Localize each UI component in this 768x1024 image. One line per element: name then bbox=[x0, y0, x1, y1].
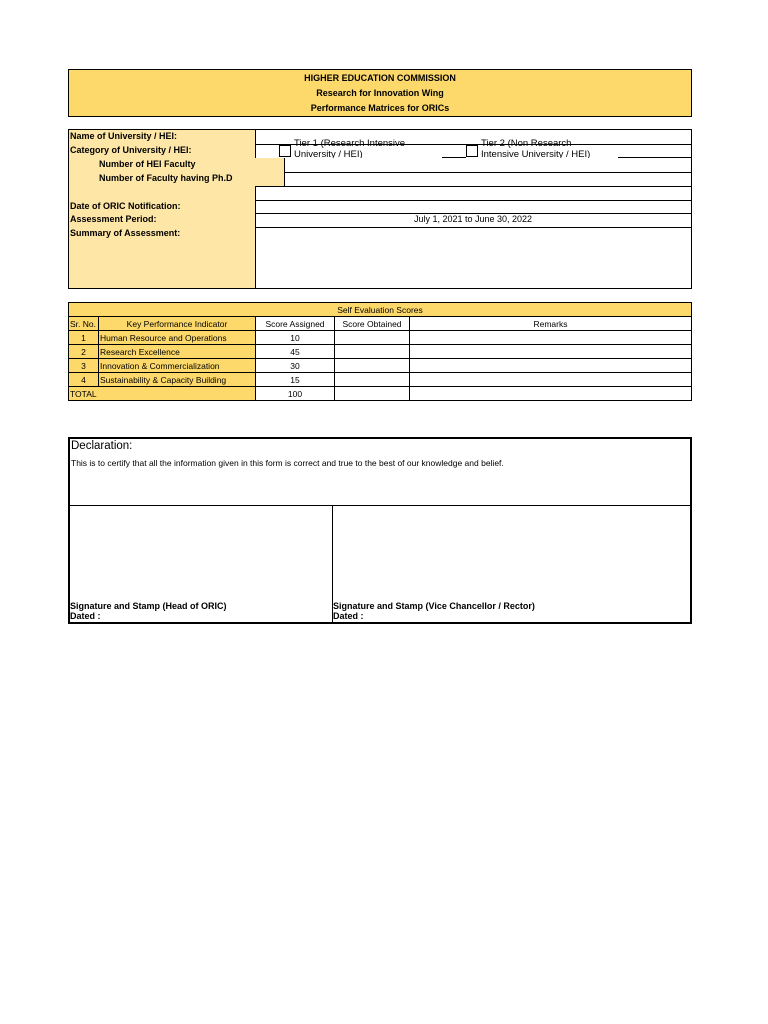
total-row bbox=[69, 387, 692, 401]
obtained-cell[interactable] bbox=[335, 345, 410, 359]
institution-info bbox=[68, 129, 692, 289]
sr-cell: 1 bbox=[69, 331, 99, 345]
sr-cell: 2 bbox=[69, 345, 99, 359]
tier1-label-line1: Tier 1 (Research Intensive bbox=[294, 138, 406, 149]
table-row bbox=[69, 359, 692, 373]
summary-field[interactable] bbox=[255, 227, 691, 288]
notification-row bbox=[69, 200, 691, 214]
faculty-field[interactable] bbox=[255, 158, 691, 172]
table-row bbox=[69, 373, 692, 387]
faculty-label: Number of HEI Faculty bbox=[69, 158, 285, 172]
total-remarks-cell[interactable] bbox=[410, 387, 692, 401]
remarks-header: Remarks bbox=[410, 317, 692, 331]
form-header bbox=[68, 69, 692, 117]
total-label: TOTAL bbox=[69, 387, 256, 401]
remarks-cell[interactable] bbox=[410, 331, 692, 345]
dated-vc-label: Dated : bbox=[333, 611, 364, 621]
kpi-cell: Research Excellence bbox=[99, 345, 256, 359]
kpi-cell: Sustainability & Capacity Building bbox=[99, 373, 256, 387]
obtained-header: Score Obtained bbox=[335, 317, 410, 331]
dated-oric-label: Dated : bbox=[70, 611, 101, 621]
obtained-cell[interactable] bbox=[335, 331, 410, 345]
signature-vc-label: Signature and Stamp (Vice Chancellor / Rector) bbox=[333, 601, 535, 611]
summary-label: Summary of Assessment: bbox=[69, 227, 256, 288]
assigned-cell: 15 bbox=[256, 373, 335, 387]
tier2-option bbox=[481, 138, 590, 158]
tier2-checkbox[interactable] bbox=[466, 145, 478, 157]
declaration-box bbox=[68, 437, 692, 624]
total-obtained-cell[interactable] bbox=[335, 387, 410, 401]
declaration-text-area bbox=[70, 439, 690, 506]
obtained-cell[interactable] bbox=[335, 359, 410, 373]
notification-field[interactable] bbox=[255, 200, 691, 213]
obtained-cell[interactable] bbox=[335, 373, 410, 387]
kpi-cell: Innovation & Commercialization bbox=[99, 359, 256, 373]
table-row bbox=[69, 331, 692, 345]
signature-box-vc[interactable] bbox=[333, 506, 690, 622]
assigned-cell: 10 bbox=[256, 331, 335, 345]
tier1-label-line2: University / HEI) bbox=[294, 149, 363, 158]
tier2-divider-bottom bbox=[618, 157, 692, 158]
assigned-header: Score Assigned bbox=[256, 317, 335, 331]
notification-label: Date of ORIC Notification: bbox=[69, 200, 256, 213]
tier1-divider-bottom bbox=[442, 157, 466, 158]
remarks-cell[interactable] bbox=[410, 359, 692, 373]
signature-vc bbox=[333, 601, 535, 621]
tier1-option bbox=[294, 138, 405, 158]
scores-title: Self Evaluation Scores bbox=[69, 303, 692, 317]
self-evaluation-table bbox=[68, 302, 692, 401]
header-subtitle: Research for Innovation Wing bbox=[316, 88, 444, 98]
phd-label: Number of Faculty having Ph.D bbox=[69, 172, 285, 186]
sr-cell: 4 bbox=[69, 373, 99, 387]
scores-header-row bbox=[69, 317, 692, 331]
remarks-cell[interactable] bbox=[410, 345, 692, 359]
tier1-checkbox[interactable] bbox=[279, 145, 291, 157]
scores-title-row bbox=[69, 303, 692, 317]
blank-label bbox=[69, 186, 256, 200]
total-value: 100 bbox=[256, 387, 335, 401]
name-label: Name of University / HEI: bbox=[69, 130, 256, 144]
period-value: July 1, 2021 to June 30, 2022 bbox=[413, 214, 533, 224]
kpi-cell: Human Resource and Operations bbox=[99, 331, 256, 345]
period-row bbox=[69, 213, 691, 228]
sr-header: Sr. No. bbox=[69, 317, 99, 331]
phd-row bbox=[69, 172, 691, 187]
blank-row bbox=[69, 186, 691, 201]
signature-oric bbox=[70, 601, 227, 621]
faculty-row bbox=[69, 158, 691, 173]
tier1-divider bbox=[442, 144, 466, 145]
header-form-title: Performance Matrices for ORICs bbox=[310, 103, 450, 113]
tier2-label-line1: Tier 2 (Non Research bbox=[481, 138, 572, 149]
tier2-divider bbox=[618, 144, 692, 145]
kpi-header: Key Performance Indicator bbox=[99, 317, 256, 331]
assigned-cell: 30 bbox=[256, 359, 335, 373]
period-label: Assessment Period: bbox=[69, 213, 256, 227]
sr-cell: 3 bbox=[69, 359, 99, 373]
signature-oric-label: Signature and Stamp (Head of ORIC) bbox=[70, 601, 227, 611]
remarks-cell[interactable] bbox=[410, 373, 692, 387]
header-title: HIGHER EDUCATION COMMISSION bbox=[304, 73, 456, 83]
declaration-statement: This is to certify that all the information given in this form is correct and true to the best of our knowledge and belief. bbox=[71, 458, 504, 468]
summary-row bbox=[69, 227, 691, 288]
phd-field[interactable] bbox=[255, 172, 691, 186]
declaration-title: Declaration: bbox=[71, 440, 133, 452]
assigned-cell: 45 bbox=[256, 345, 335, 359]
signature-box-oric[interactable] bbox=[70, 506, 333, 622]
table-row bbox=[69, 345, 692, 359]
tier2-label-line2: Intensive University / HEI) bbox=[481, 149, 591, 158]
category-label: Category of University / HEI: bbox=[69, 144, 256, 158]
